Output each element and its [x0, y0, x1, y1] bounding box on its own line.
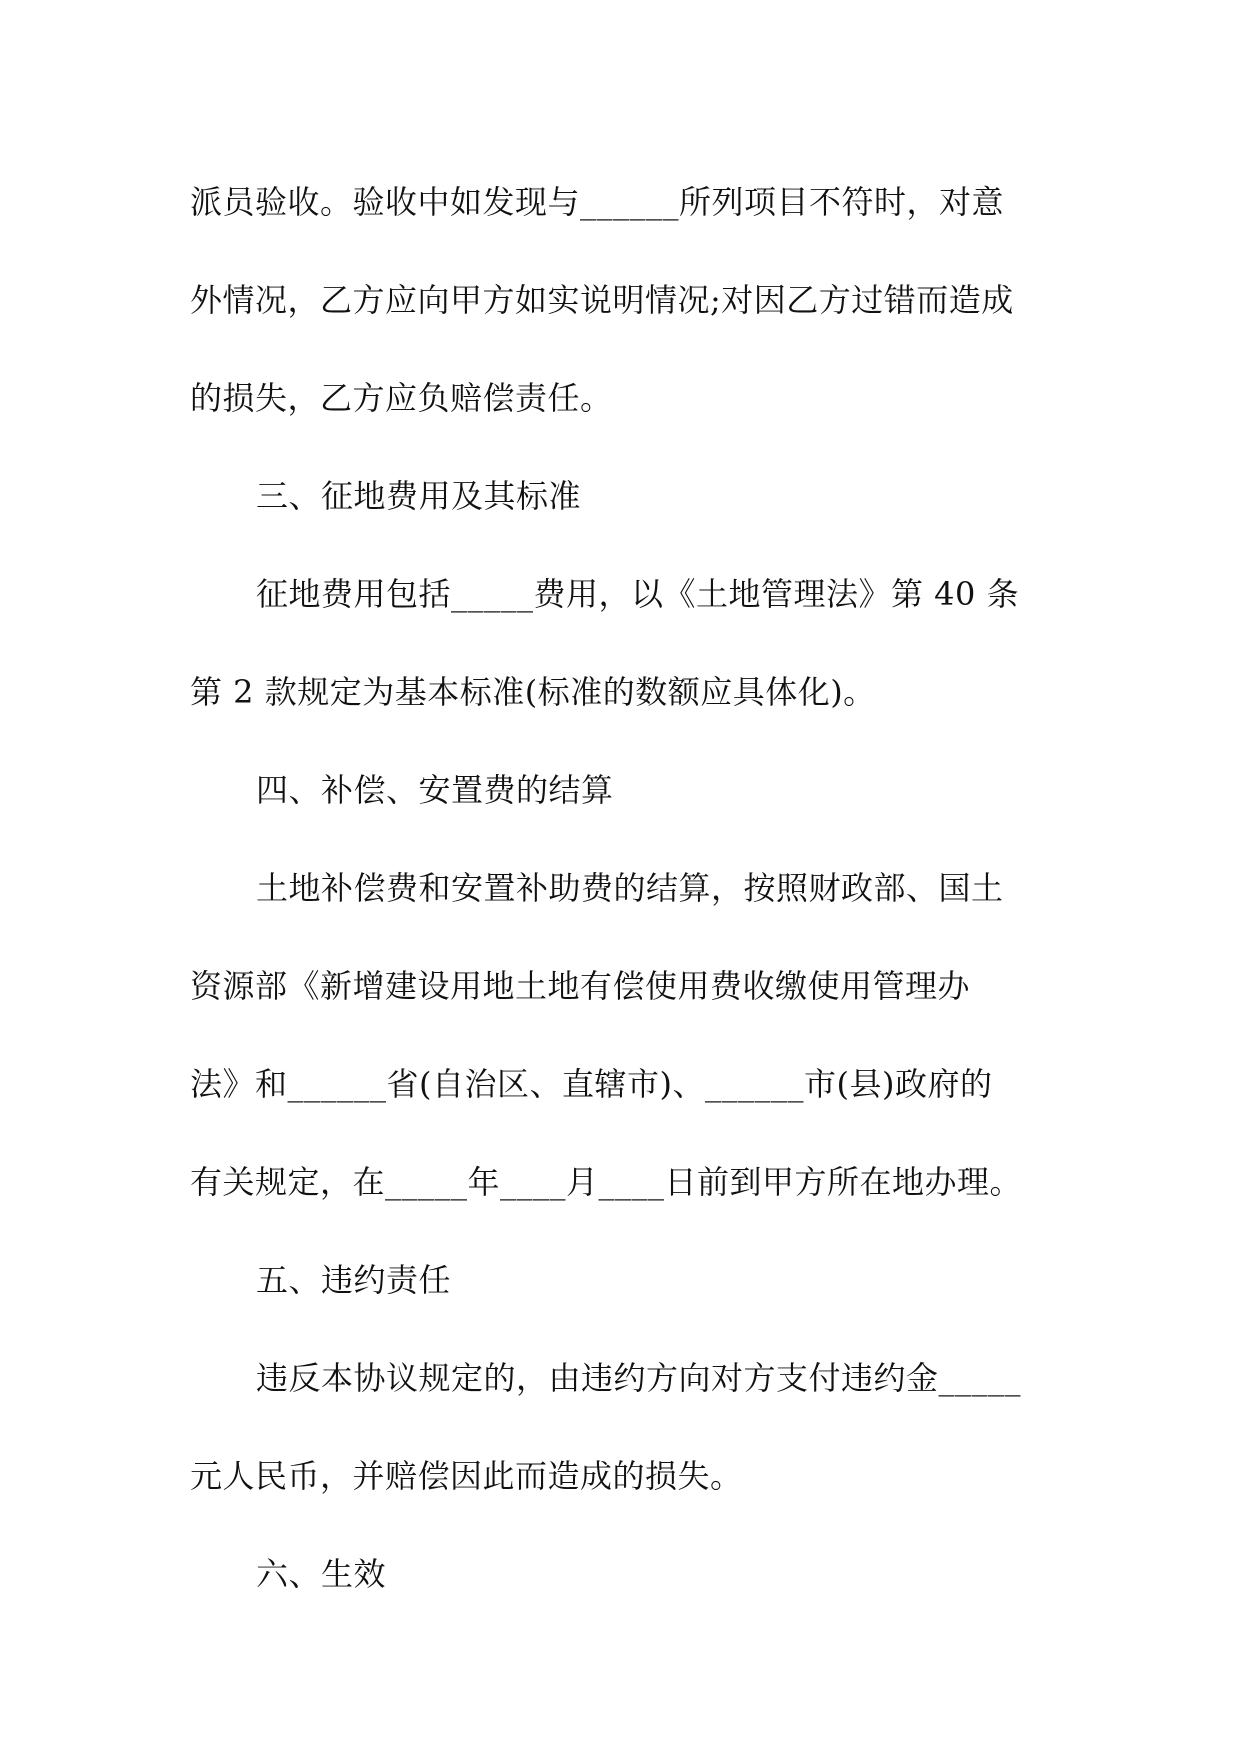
- paragraph-line: 法》和______省(自治区、直辖市)、______市(县)政府的: [190, 1065, 993, 1103]
- section-heading-6: 六、生效: [256, 1555, 387, 1593]
- section-heading-3: 三、征地费用及其标准: [256, 477, 582, 515]
- section-heading-4: 四、补偿、安置费的结算: [256, 771, 614, 809]
- paragraph-line: 派员验收。验收中如发现与______所列项目不符时，对意: [190, 183, 1005, 221]
- paragraph-line: 资源部《新增建设用地土地有偿使用费收缴使用管理办: [190, 967, 971, 1005]
- paragraph-line: 第 2 款规定为基本标准(标准的数额应具体化)。: [190, 673, 876, 711]
- paragraph-line: 元人民币，并赔偿因此而造成的损失。: [190, 1457, 743, 1495]
- paragraph-line: 有关规定，在_____年____月____日前到甲方所在地办理。: [190, 1163, 1023, 1201]
- paragraph-line: 土地补偿费和安置补助费的结算，按照财政部、国土: [256, 869, 1004, 907]
- paragraph-line: 违反本协议规定的，由违约方向对方支付违约金_____: [256, 1359, 1022, 1397]
- paragraph-line: 征地费用包括_____费用，以《土地管理法》第 40 条: [256, 575, 1020, 613]
- section-heading-5: 五、违约责任: [256, 1261, 452, 1299]
- paragraph-line: 的损失，乙方应负赔偿责任。: [190, 379, 613, 417]
- paragraph-line: 外情况，乙方应向甲方如实说明情况;对因乙方过错而造成: [190, 281, 1014, 319]
